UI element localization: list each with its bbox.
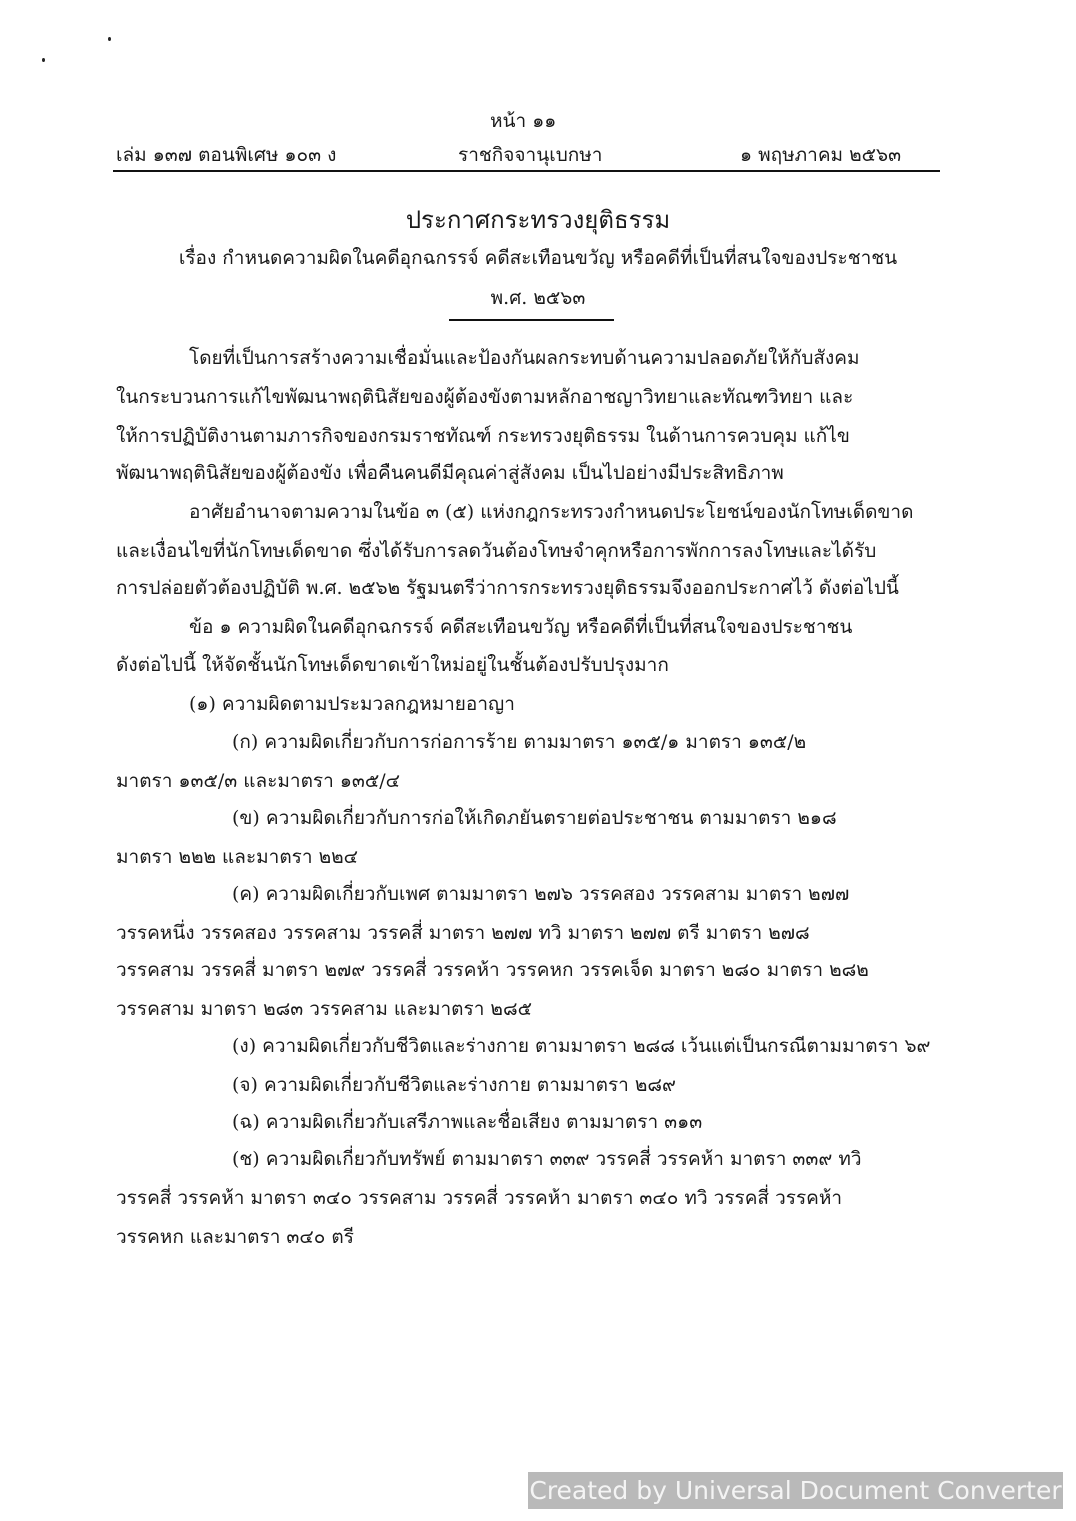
body-line: วรรคสี่ วรรคห้า มาตรา ๓๔๐ วรรคสาม วรรคสี่ วรรคห้า มาตรา ๓๔๐ ทวิ วรรคสี่ วรรคห้า xyxy=(116,1187,843,1209)
document-year: พ.ศ. ๒๕๖๓ xyxy=(490,287,586,309)
body-line: ให้การปฏิบัติงานตามภารกิจของกรมราชทัณฑ์ กระทรวงยุติธรรม ในด้านการควบคุม แก้ไข xyxy=(116,425,850,447)
body-line: วรรคสาม วรรคสี่ มาตรา ๒๗๙ วรรคสี่ วรรคห้า วรรคหก วรรคเจ็ด มาตรา ๒๘๐ มาตรา ๒๘๒ xyxy=(116,959,869,981)
converter-watermark: Created by Universal Document Converter xyxy=(528,1472,1063,1509)
body-line: (ก) ความผิดเกี่ยวกับการก่อการร้าย ตามมาตรา ๑๓๕/๑ มาตรา ๑๓๕/๒ xyxy=(232,731,807,753)
body-line: อาศัยอำนาจตามความในข้อ ๓ (๕) แห่งกฎกระทรวงกำหนดประโยชน์ของนักโทษเด็ดขาด xyxy=(189,501,914,523)
page-number: หน้า ๑๑ xyxy=(490,110,557,132)
header-rule xyxy=(113,170,940,172)
body-line: มาตรา ๒๒๒ และมาตรา ๒๒๔ xyxy=(116,846,359,868)
publication-date: ๑ พฤษภาคม ๒๕๖๓ xyxy=(740,144,902,166)
gazette-name: ราชกิจจานุเบกษา xyxy=(458,144,603,166)
body-line: ข้อ ๑ ความผิดในคดีอุกฉกรรจ์ คดีสะเทือนขวัญ หรือคดีที่เป็นที่สนใจของประชาชน xyxy=(189,616,853,638)
body-line: และเงื่อนไขที่นักโทษเด็ดขาด ซึ่งได้รับการลดวันต้องโทษจำคุกหรือการพักการลงโทษและได้รับ xyxy=(116,540,877,562)
body-line: (๑) ความผิดตามประมวลกฎหมายอาญา xyxy=(189,693,515,715)
document-title: ประกาศกระทรวงยุติธรรม xyxy=(405,206,671,234)
gazette-volume: เล่ม ๑๓๗ ตอนพิเศษ ๑๐๓ ง xyxy=(116,144,337,166)
body-line: (ค) ความผิดเกี่ยวกับเพศ ตามมาตรา ๒๗๖ วรรคสอง วรรคสาม มาตรา ๒๗๗ xyxy=(232,883,850,905)
body-line: วรรคสาม มาตรา ๒๘๓ วรรคสาม และมาตรา ๒๘๕ xyxy=(116,998,532,1020)
body-line: ในกระบวนการแก้ไขพัฒนาพฤตินิสัยของผู้ต้องขังตามหลักอาชญาวิทยาและทัณฑวิทยา และ xyxy=(116,386,854,408)
body-line: (ง) ความผิดเกี่ยวกับชีวิตและร่างกาย ตามมาตรา ๒๘๘ เว้นแต่เป็นกรณีตามมาตรา ๖๙ xyxy=(232,1035,931,1057)
body-line: พัฒนาพฤตินิสัยของผู้ต้องขัง เพื่อคืนคนดีมีคุณค่าสู่สังคม เป็นไปอย่างมีประสิทธิภาพ xyxy=(116,462,784,484)
body-line: (จ) ความผิดเกี่ยวกับชีวิตและร่างกาย ตามมาตรา ๒๘๙ xyxy=(232,1074,676,1096)
body-line: (ช) ความผิดเกี่ยวกับทรัพย์ ตามมาตรา ๓๓๙ วรรคสี่ วรรคห้า มาตรา ๓๓๙ ทวิ xyxy=(232,1148,862,1170)
body-line: วรรคหก และมาตรา ๓๔๐ ตรี xyxy=(116,1226,354,1248)
document-subject: เรื่อง กำหนดความผิดในคดีอุกฉกรรจ์ คดีสะเทือนขวัญ หรือคดีที่เป็นที่สนใจของประชาชน xyxy=(178,247,898,269)
scan-speck xyxy=(42,58,45,62)
scan-speck xyxy=(108,37,111,41)
body-line: ดังต่อไปนี้ ให้จัดชั้นนักโทษเด็ดขาดเข้าใหม่อยู่ในชั้นต้องปรับปรุงมาก xyxy=(116,654,669,676)
body-line: โดยที่เป็นการสร้างความเชื่อมั่นและป้องกันผลกระทบด้านความปลอดภัยให้กับสังคม xyxy=(189,347,860,369)
body-line: (ข) ความผิดเกี่ยวกับการก่อให้เกิดภยันตรายต่อประชาชน ตามมาตรา ๒๑๘ xyxy=(232,807,837,829)
title-divider xyxy=(449,319,614,321)
body-line: วรรคหนึ่ง วรรคสอง วรรคสาม วรรคสี่ มาตรา ๒๗๗ ทวิ มาตรา ๒๗๗ ตรี มาตรา ๒๗๘ xyxy=(116,922,810,944)
body-line: (ฉ) ความผิดเกี่ยวกับเสรีภาพและชื่อเสียง ตามมาตรา ๓๑๓ xyxy=(232,1111,703,1133)
body-line: การปล่อยตัวต้องปฏิบัติ พ.ศ. ๒๕๖๒ รัฐมนตรีว่าการกระทรวงยุติธรรมจึงออกประกาศไว้ ดังต่อไปนี้ xyxy=(116,577,899,599)
body-line: มาตรา ๑๓๕/๓ และมาตรา ๑๓๕/๔ xyxy=(116,770,401,792)
